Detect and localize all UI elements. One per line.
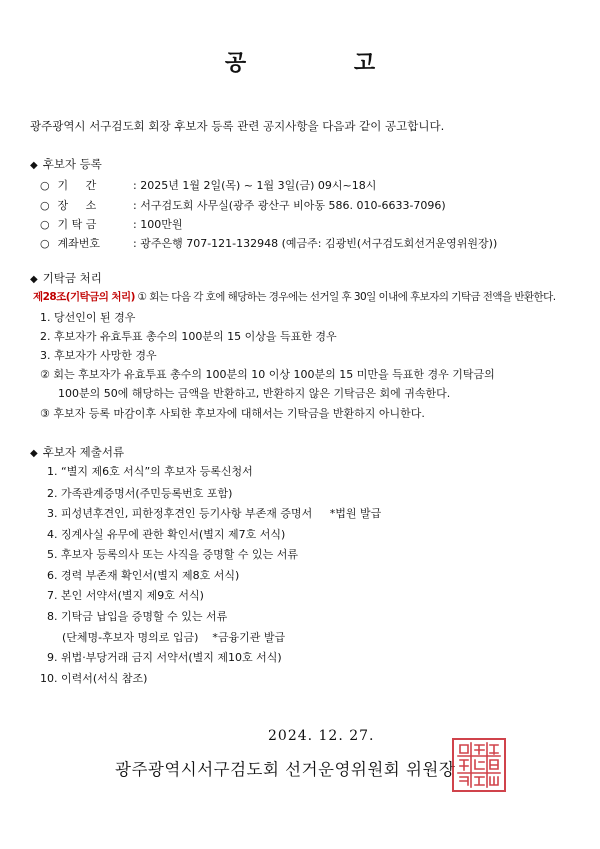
- circle-bullet-icon: ○: [40, 218, 50, 231]
- announcement-date: 2024. 12. 27.: [268, 728, 375, 744]
- diamond-bullet-icon: ◆: [30, 448, 38, 459]
- item-value: 100만원: [140, 218, 183, 231]
- item-value: 광주은행 707-121-132948 (예금주: 김광빈(서구검도회선거운영위원장)): [140, 237, 498, 250]
- article-28: [33, 289, 556, 304]
- signer-name: 광주광역시서구검도회 선거운영위원회 위원장: [115, 760, 456, 779]
- document-item-5: 5. 후보자 등록의사 또는 사직을 증명할 수 있는 서류: [47, 548, 298, 561]
- deposit-item-2: 2. 후보자가 유효투표 총수의 100분의 15 이상을 득표한 경우: [40, 330, 337, 343]
- intro-text: 광주광역시 서구검도회 회장 후보자 등록 관련 공지사항을 다음과 같이 공고합니다.: [30, 119, 445, 133]
- deposit-item-1: 1. 당선인이 된 경우: [40, 311, 136, 324]
- deposit-clause-2-line1: ② 회는 후보자가 유효투표 총수의 100분의 10 이상 100분의 15 미만을 득표한 경우 기탁금의: [40, 368, 495, 381]
- section-documents-heading: [30, 444, 124, 460]
- document-item-7: 7. 본인 서약서(별지 제9호 서식): [47, 589, 204, 602]
- registration-item-deposit: ○ 기 탁 금 : 100만원: [40, 218, 183, 231]
- document-item-2: 2. 가족관계증명서(주민등록번호 포함): [47, 487, 233, 500]
- item-value: 2025년 1월 2일(목) ~ 1월 3일(금) 09시~18시: [140, 179, 377, 192]
- item-label: 기 탁 금: [57, 218, 97, 231]
- item-label: 장 소: [57, 199, 97, 212]
- article-reference: 제28조(기탁금의 처리): [33, 291, 135, 303]
- deposit-item-3: 3. 후보자가 사망한 경우: [40, 349, 157, 362]
- section-title: 후보자 제출서류: [42, 445, 125, 459]
- item-label: 계좌번호: [57, 237, 101, 250]
- document-item-8: 8. 기탁금 납입을 증명할 수 있는 서류: [47, 610, 228, 623]
- diamond-bullet-icon: ◆: [30, 160, 38, 171]
- deposit-clause-3: ③ 후보자 등록 마감이후 사퇴한 후보자에 대해서는 기탁금을 반환하지 아니한다.: [40, 407, 425, 420]
- official-seal-stamp: [452, 738, 506, 792]
- section-title: 기탁금 처리: [42, 271, 102, 285]
- section-title: 후보자 등록: [42, 157, 102, 171]
- article-text: ① 회는 다음 각 호에 해당하는 경우에는 선거일 후 30일 이내에 후보자의 기탁금 전액을 반환한다.: [137, 291, 556, 303]
- registration-item-account: ○ 계좌번호 : 광주은행 707-121-132948 (예금주: 김광빈(서구검도회선거운영위원장)): [40, 237, 498, 250]
- document-item-10: 10. 이력서(서식 참조): [40, 672, 148, 685]
- seal-icon: [454, 740, 504, 790]
- registration-item-period: ○ 기 간 : 2025년 1월 2일(목) ~ 1월 3일(금) 09시~18시: [40, 179, 377, 192]
- item-label: 기 간: [57, 179, 97, 192]
- document-item-9: 9. 위법·부당거래 금지 서약서(별지 제10호 서식): [47, 651, 282, 664]
- diamond-bullet-icon: ◆: [30, 274, 38, 285]
- registration-item-location: ○ 장 소 : 서구검도회 사무실(광주 광산구 비아동 586. 010-6633-7096): [40, 199, 446, 212]
- item-value: 서구검도회 사무실(광주 광산구 비아동 586. 010-6633-7096): [140, 199, 446, 212]
- circle-bullet-icon: ○: [40, 199, 50, 212]
- document-item-6: 6. 경력 부존재 확인서(별지 제8호 서식): [47, 569, 240, 582]
- section-deposit-heading: [30, 270, 102, 286]
- circle-bullet-icon: ○: [40, 237, 50, 250]
- document-item-3: 3. 피성년후견인, 피한정후견인 등기사항 부존재 증명서 *법원 발급: [47, 507, 382, 520]
- section-registration-heading: [30, 156, 102, 172]
- document-item-8-note: (단체명-후보자 명의로 입금) *금융기관 발급: [62, 631, 286, 644]
- document-item-1: 1. “별지 제6호 서식”의 후보자 등록신청서: [47, 465, 253, 478]
- document-item-4: 4. 징계사실 유무에 관한 확인서(별지 제7호 서식): [47, 528, 286, 541]
- deposit-clause-2-line2: 100분의 50에 해당하는 금액을 반환하고, 반환하지 않은 기탁금은 회에 귀속한다.: [58, 387, 451, 400]
- circle-bullet-icon: ○: [40, 179, 50, 192]
- document-title: 공 고: [224, 50, 426, 76]
